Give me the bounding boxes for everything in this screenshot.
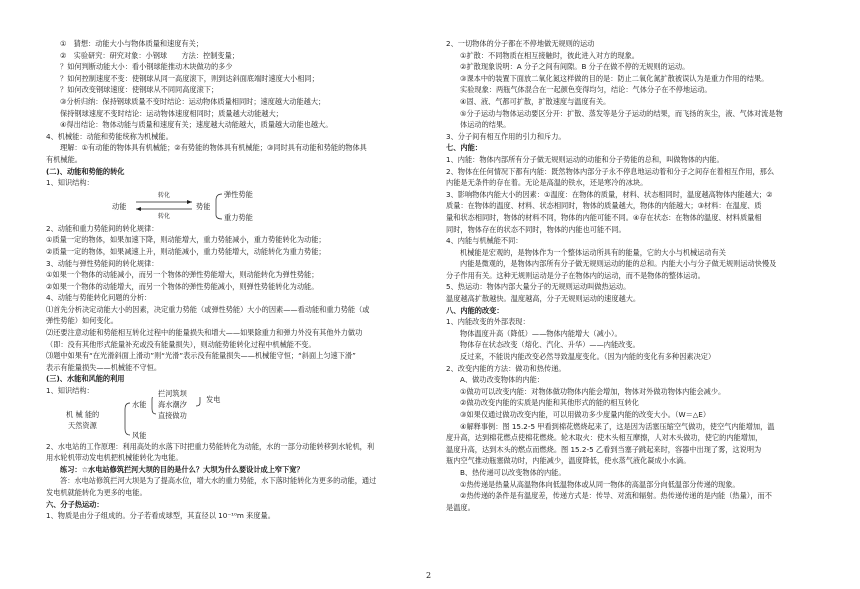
text-line: 温度越高扩散越快。温度越高，分子无规则运动的速度越大。 — [446, 294, 641, 304]
text-line: 1、知识结构： — [46, 386, 94, 396]
section-heading: 七、内能： — [446, 143, 482, 153]
text-line: ① 猜想：动能大小与物体质量和速度有关； — [60, 39, 204, 48]
text-line: ？如何控制速度不变：使钢球从同一高度滚下，则到达斜面底端时速度大小相同； — [60, 73, 319, 83]
diagram-label: 转化 — [158, 191, 171, 199]
text-line: 物体存在状态改变（熔化、汽化、升华）——内能改变。 — [460, 340, 640, 350]
text-line: 弹性势能）如何变化。 — [46, 316, 118, 326]
diagram-label: 拦河筑坝 — [158, 388, 187, 398]
diagram-label: 重力势能 — [224, 212, 253, 222]
text-line: （即：没有其他形式能量补充或没有能量损失），则动能势能转化过程中机械能不变。 — [46, 339, 316, 349]
text-line: ②如果一个物体的动能增大，而另一个物体的弹性势能减小，则弹性势能转化为动能。 — [46, 281, 319, 291]
text-line: 2、水电站的工作原理：利用高处的水落下时把重力势能转化为动能，水的一部分动能转移到水轮机，利 — [46, 441, 375, 451]
text-line: ？如何判断动能大小：看小钢球能推动木块做功的多少 — [60, 62, 233, 72]
diagram-label: 风能 — [132, 430, 147, 440]
text-line: 用水轮机带动发电机把机械能转化为电能。 — [46, 453, 183, 463]
text-line: 2、物体在任何情况下都有内能：既然物体内部分子永不停息地运动着和分子之间存在着相互作用，那么 — [446, 166, 775, 176]
text-line: 2、改变内能的方法：做功和热传递。 — [446, 363, 566, 373]
text-line: 有机械能。 — [46, 154, 82, 164]
text-line: 3、影响物体内能大小的因素：①温度：在物体的质量，材料、状态相同时，温度越高物体内能越大；② — [446, 189, 773, 199]
text-line: 3、动能与弹性势能间的转化规律： — [46, 258, 159, 268]
diagram-label: 海水潮汐 — [158, 399, 187, 409]
text-line: 体运动的结果。 — [460, 120, 511, 130]
text-line: ①热传递是热量从高温物体向低温物体或从同一物体的高温部分向低温部分传递的现象。 — [460, 479, 740, 489]
diagram-label: 水能 — [132, 399, 147, 409]
diagram-label: 机 械 能 — [66, 409, 93, 419]
left-column — [46, 38, 420, 522]
text-line: ③分析归纳：保持钢球质量不变时结论：运动物体质量相同时；速度越大动能越大； — [60, 96, 326, 106]
text-line: 理解：①有动能的物体具有机械能；②有势能的物体具有机械能；③同时具有动能和势能的物体具 — [60, 143, 367, 153]
text-line: ④解释事例：图 15.2-5 甲看到棉花燃烧起来了，这是因为活塞压缩空气做功，使空气内能增加，温 — [460, 421, 775, 431]
text-line: 保持钢球速度不变时结论：运动物体速度相同时；质量越大动能越大； — [60, 108, 283, 118]
text-line: ③课本中的装置下面放二氧化氮这样做的目的是：防止二氧化氮扩散被误认为是重力作用的结果。 — [460, 73, 769, 83]
diagram-label: 动能 — [112, 201, 127, 211]
text-line: 4、内能与机械能不同： — [446, 236, 523, 246]
text-line: 1、知识结构： — [46, 178, 94, 188]
page-number: 2 — [426, 571, 432, 580]
text-line: ②热传递的条件是有温度差，传递方式是：传导、对流和辐射。热传递传递的是内能（热量），而不 — [460, 491, 772, 501]
text-line: 4、动能与势能转化问题的分析： — [46, 293, 152, 303]
text-line: 1、内能：物体内部所有分子做无规则运动的动能和分子势能的总和，叫做物体的内能。 — [446, 154, 724, 164]
text-line: ⑴首先分析决定动能大小的因素，决定重力势能（或弹性势能）大小的因素——看动能和重力势能（或 — [46, 304, 370, 314]
text-line: ①如果一个物体的动能减小，而另一个物体的弹性势能增大，则动能转化为弹性势能； — [46, 270, 319, 280]
energy-conversion-diagram — [46, 189, 420, 223]
section-heading: (三)、水能和风能的利用 — [46, 374, 125, 384]
text-line: ①扩散：不同物质在相互接触时，彼此进入对方的现象。 — [460, 50, 639, 60]
text-line: ②扩散现象说明：A 分子之间有间隙。B 分子在做不停的无规则的运动。 — [460, 62, 690, 72]
text-line: 量和状态相同时，物体的材料不同，物体的内能可能不同。④存在状态：在物体的温度、材料质量相 — [446, 212, 762, 222]
text-line: ②质量一定的物体，如果减速上升，则动能减小，重力势能增大，动能转化为重力势能； — [46, 246, 326, 256]
text-line: 实验现象：两瓶气体混合在一起颜色变得均匀，结论：气体分子在不停地运动。 — [460, 85, 712, 95]
exercise-line: 练习：☆水电站修筑拦河大坝的目的是什么？大坝为什么要设计成上窄下宽？ — [60, 464, 304, 474]
text-line: ⑵还要注意动能和势能相互转化过程中的能量损失和增大——如果除重力和弹力外没有其他外力做功 — [46, 328, 363, 338]
text-line: ①质量一定的物体，如果加速下降，则动能增大，重力势能减小，重力势能转化为动能； — [46, 235, 326, 245]
text-line: 答：水电站修筑拦河大坝是为了提高水位，增大水的重力势能，水下落时能转化为更多的动能，通过 — [60, 476, 377, 486]
text-line: ①做功可以改变内能：对物体做功物体内能会增加，物体对外做功物体内能会减少。 — [460, 386, 726, 396]
diagram-label: 弹性势能 — [224, 189, 253, 199]
text-line: 机械能是宏观的，是物体作为一个整体运动所具有的能量，它的大小与机械运动有关 — [460, 247, 726, 257]
diagram-label: 势能 — [196, 201, 211, 211]
text-line: 内能是微观的，是物体内部所有分子做无规则运动的能的总和。内能大小与分子做无规则运动快慢及 — [460, 259, 777, 269]
text-line: 1、内能改变的外部表现： — [446, 317, 530, 327]
diagram-braces — [46, 397, 306, 441]
diagram-label: 直接做功 — [158, 410, 187, 420]
text-line: B、热传递可以改变物体的内能。 — [460, 467, 566, 477]
text-line: 温度升高，达到木头的燃点而燃烧。图 15.2-5 乙看到当塞子跳起来时，容器中出现了雾，这说明为 — [446, 444, 762, 454]
diagram-label: 发电 — [206, 394, 221, 404]
section-heading: 六、分子热运动： — [46, 499, 104, 509]
text-line: 发电机就能转化为更多的电能。 — [46, 488, 147, 497]
text-line: ⑶题中如果有“在光滑斜面上滑动”则“光滑”表示没有能量损失——机械能守恒；“斜面上匀速下滑” — [46, 351, 356, 361]
text-line: 瓶内空气推动瓶塞做功时，内能减少，温度降低，使水蒸气液化凝成小水滴。 — [446, 456, 691, 466]
section-heading: (二)、动能和势能的转化 — [46, 166, 125, 176]
text-line: 5、热运动：物体内部大量分子的无规则运动叫做热运动。 — [446, 282, 631, 292]
diagram-label: 天然资源 — [68, 420, 97, 430]
diagram-label: 转化 — [158, 212, 171, 220]
text-line: ④固、液、气都可扩散，扩散速度与温度有关。 — [460, 96, 611, 106]
text-line: 物体温度升高（降低）——物体内能增大（减小）。 — [460, 328, 622, 338]
section-heading: 八、内能的改变： — [446, 305, 504, 315]
text-line: ？如何改变钢球速度：使钢球从不同同高度滚下； — [60, 85, 219, 95]
text-line: A、做功改变物体的内能： — [460, 375, 544, 385]
text-line: 2、动能和重力势能间的转化规律： — [46, 223, 159, 233]
text-line: 表示有能量损失——机械能不守恒。 — [46, 362, 162, 372]
text-line: ③如果仅通过做功改变内能，可以用做功多少度量内能的改变大小。（W＝△E） — [460, 410, 711, 419]
text-line: 度升高，达到棉花燃点使棉花燃烧。轮木取火：使木头相互摩擦，人对木头做功，使它的内能增加， — [446, 433, 763, 443]
diagram-label: 的 — [92, 409, 100, 419]
text-line: 反过来，不能说内能改变必然导致温度变化。（因为内能的变化有多种因素决定） — [460, 352, 716, 362]
text-line: 3、分子间有相互作用的引力和斥力。 — [446, 131, 566, 141]
text-line: 2、一切物体的分子都在不停地做无规则的运动 — [446, 39, 595, 48]
text-line: 内能是无条件的存在着。无论是高温的铁水，还是寒冷的冰块。 — [446, 178, 648, 188]
text-line: 1、物质是由分子组成的。分子若看成球型，其直径以 10⁻¹⁰m 来度量。 — [46, 511, 275, 521]
text-line: ④得出结论：物体动能与质量和速度有关；速度越大动能越大，质量越大动能也越大。 — [60, 120, 333, 130]
text-line: ②做功改变内能的实质是内能和其他形式的能的相互转化 — [460, 398, 639, 408]
text-line: 同时，物体存在的状态不同时，物体的内能也可能不同。 — [446, 224, 626, 234]
text-line: ② 实验研究：研究对象：小钢球 方法：控制变量； — [60, 50, 239, 60]
diagram-arrows — [46, 189, 306, 223]
text-line: 分子作用有关。这种无规则运动是分子在物体内的运动，而不是物体的整体运动。 — [446, 270, 705, 280]
text-line: ⑤分子运动与物体运动要区分开：扩散、蒸发等是分子运动的结果，而飞扬的灰尘，液、气体对流是物 — [460, 108, 783, 118]
text-line: 4、机械能：动能和势能统称为机械能。 — [46, 131, 173, 141]
text-line: 是温度。 — [446, 502, 475, 512]
right-column — [446, 38, 824, 513]
text-line: 质量：在物体的温度、材料、状态相同时，物体的质量越大，物体的内能越大；③材料：在温度、质 — [446, 201, 762, 211]
